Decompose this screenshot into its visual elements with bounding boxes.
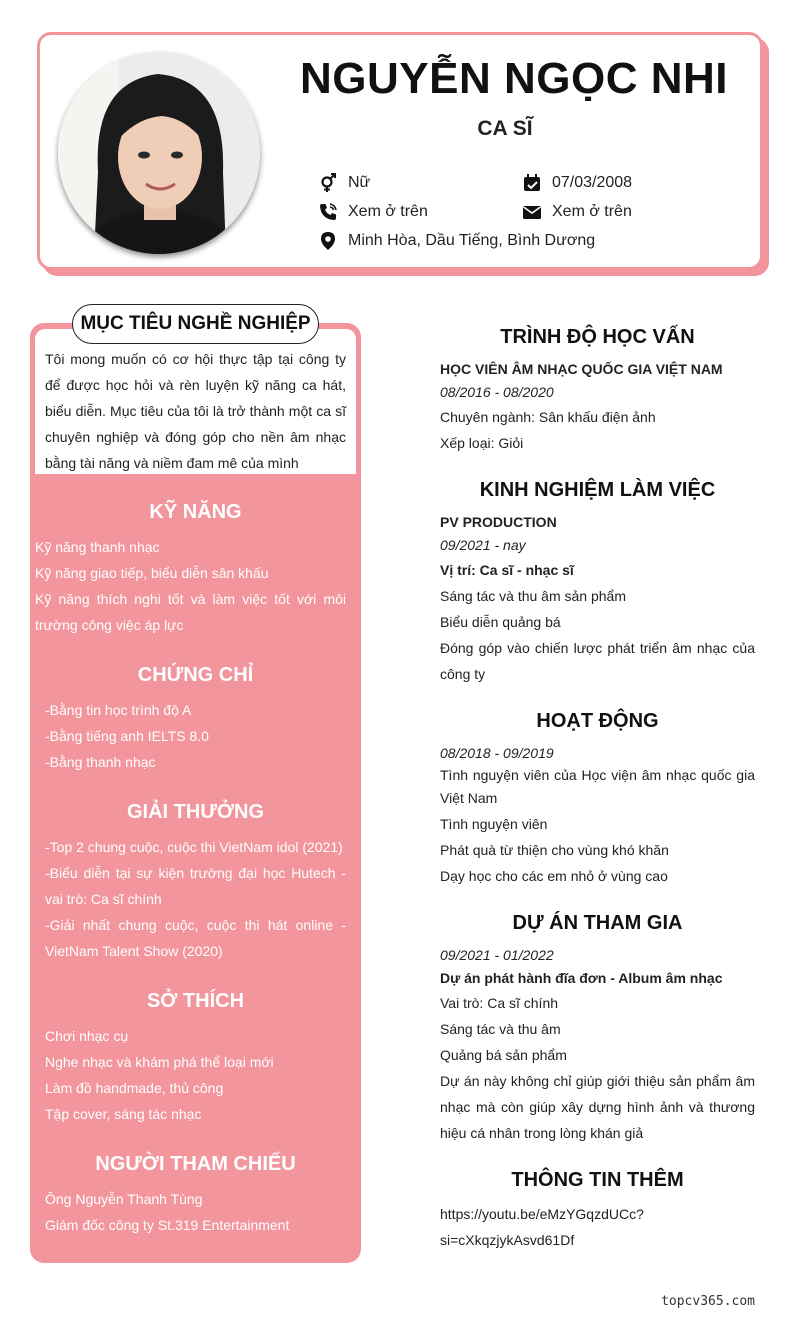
phone-icon (318, 202, 338, 222)
skills-title: KỸ NĂNG (149, 501, 242, 523)
activity-item: Dạy học cho các em nhỏ ở vùng cao (440, 868, 668, 884)
additional-link-line2[interactable]: si=cXkqzjykAsvd61Df (440, 1232, 575, 1248)
activities-title: HOẠT ĐỘNG (536, 710, 659, 732)
info-email (522, 202, 632, 222)
project-item: Dự án này không chỉ giúp giới thiệu sản phẩm âm nhạc mà còn giúp xây dựng hình ảnh và thương hiệu cá nhân trong lòng khán giả (440, 1073, 755, 1141)
activity-item: Tình nguyện viên của Học viện âm nhạc quốc gia Việt Nam (440, 767, 755, 806)
reference-item: Ông Nguyễn Thanh Tùng (45, 1191, 203, 1207)
hobbies-title: SỞ THÍCH (146, 990, 245, 1012)
candidate-name: NGUYỄN NGỌC NHI (300, 54, 728, 103)
projects-period: 09/2021 - 01/2022 (440, 947, 554, 963)
additional-title: THÔNG TIN THÊM (511, 1169, 684, 1191)
project-item: Sáng tác và thu âm (440, 1021, 561, 1037)
phone-value: Xem ở trên (348, 203, 428, 220)
hobby-item: Nghe nhạc và khám phá thể loại mới (45, 1054, 274, 1070)
footer-brand: topcv365.com (661, 1294, 755, 1309)
experience-item: Đóng góp vào chiến lược phát triển âm nhạc của công ty (440, 640, 755, 682)
education-title: TRÌNH ĐỘ HỌC VẤN (500, 326, 695, 348)
certificate-item: -Bằng tin học trình độ A (45, 702, 192, 718)
activity-item: Tình nguyện viên (440, 816, 548, 832)
references-title: NGƯỜI THAM CHIẾU (95, 1153, 296, 1175)
candidate-role: CA SĨ (477, 117, 533, 140)
award-item: -Biểu diễn tại sự kiện trường đại học Hutech - vai trò: Ca sĩ chính (45, 865, 346, 907)
gender-icon (318, 173, 338, 193)
info-dob (522, 173, 632, 193)
info-address (318, 231, 595, 251)
info-phone (318, 202, 428, 222)
objective-title: MỤC TIÊU NGHỀ NGHIỆP (72, 304, 319, 344)
award-item: -Giải nhất chung cuộc, cuộc thi hát online - VietNam Talent Show (2020) (45, 917, 346, 959)
experience-title: KINH NGHIỆM LÀM VIỆC (479, 479, 716, 501)
gender-value: Nữ (348, 174, 371, 191)
dob-value: 07/03/2008 (552, 174, 633, 191)
awards-title: GIẢI THƯỞNG (127, 801, 264, 823)
objective-text: Tôi mong muốn có cơ hội thực tập tại công ty để được học hỏi và rèn luyện kỹ năng ca hát, biểu diễn. Mục tiêu của tôi là trở thành một ca sĩ chuyên nghiệp và đóng góp cho nền âm nhạc bằng tài năng và niềm đam mê của mình (45, 351, 346, 471)
project-item: Quảng bá sản phẩm (440, 1047, 567, 1063)
education-period: 08/2016 - 08/2020 (440, 384, 554, 400)
location-icon (318, 231, 338, 251)
certificate-item: -Bằng thanh nhạc (45, 754, 156, 770)
email-icon (522, 202, 542, 222)
info-gender (318, 173, 370, 193)
projects-title: DỰ ÁN THAM GIA (512, 912, 683, 934)
activities-period: 08/2018 - 09/2019 (440, 745, 554, 761)
award-item: -Top 2 chung cuộc, cuộc thi VietNam idol (2021) (45, 839, 343, 855)
education-major: Chuyên ngành: Sân khấu điện ảnh (440, 409, 656, 425)
certificate-item: -Bằng tiếng anh IELTS 8.0 (45, 728, 209, 744)
skill-item: Kỹ năng thanh nhạc (35, 539, 160, 555)
experience-company: PV PRODUCTION (440, 514, 557, 530)
experience-period: 09/2021 - nay (440, 537, 526, 553)
education-school: HỌC VIÊN ÂM NHẠC QUỐC GIA VIỆT NAM (440, 361, 723, 377)
hobby-item: Làm đồ handmade, thủ công (45, 1080, 224, 1096)
certificates-title: CHỨNG CHỈ (137, 664, 254, 686)
project-item: Vai trò: Ca sĩ chính (440, 995, 559, 1011)
email-value: Xem ở trên (552, 203, 632, 220)
education-grade: Xếp loại: Giỏi (440, 435, 524, 451)
calendar-icon (522, 173, 542, 193)
hobby-item: Tập cover, sáng tác nhạc (45, 1106, 202, 1122)
project-name: Dự án phát hành đĩa đơn - Album âm nhạc (440, 970, 723, 986)
address-value: Minh Hòa, Dầu Tiếng, Bình Dương (348, 232, 596, 249)
experience-position: Vị trí: Ca sĩ - nhạc sĩ (440, 562, 574, 578)
additional-link-line1[interactable]: https://youtu.be/eMzYGqzdUCc? (440, 1206, 644, 1222)
skill-item: Kỹ năng giao tiếp, biểu diễn sân khấu (35, 565, 269, 581)
experience-item: Biểu diễn quảng bá (440, 614, 561, 630)
skill-item: Kỹ năng thích nghi tốt và làm việc tốt với môi trường công việc áp lực (35, 591, 346, 633)
activity-item: Phát quà từ thiện cho vùng khó khăn (440, 842, 669, 858)
hobby-item: Chơi nhạc cụ (45, 1028, 129, 1044)
reference-item: Giám đốc công ty St.319 Entertainment (45, 1217, 290, 1233)
experience-item: Sáng tác và thu âm sản phẩm (440, 588, 626, 604)
avatar (58, 52, 260, 254)
